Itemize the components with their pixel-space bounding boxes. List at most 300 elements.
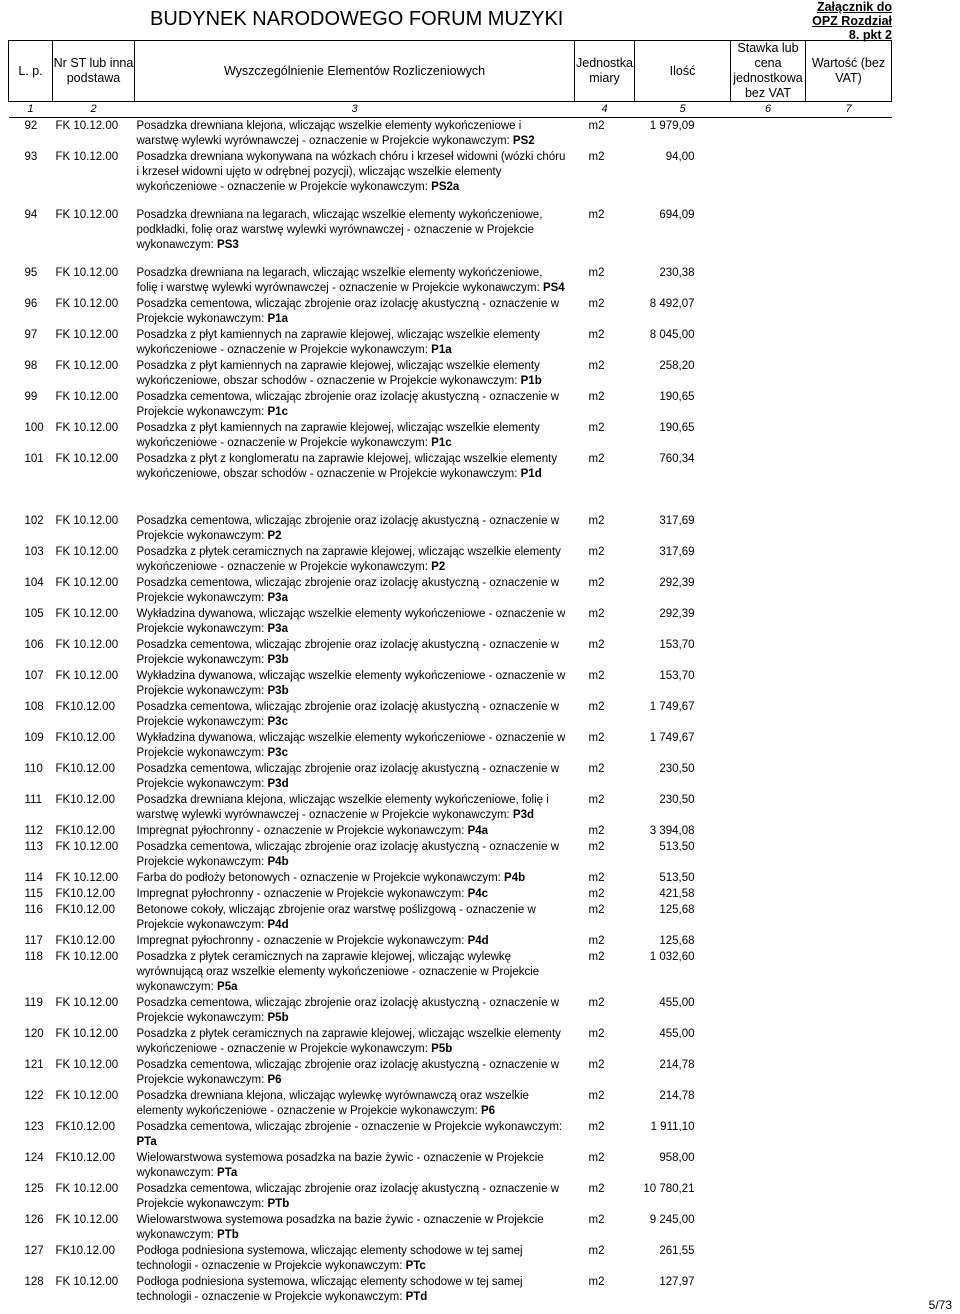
- row-design-code: P4c: [467, 888, 489, 900]
- row-design-code: P3c: [267, 716, 288, 728]
- row-description-text: Posadzka cementowa, wliczając zbrojenie oraz izolację akustyczną - oznaczenie w Projekcie wykonawczym:: [136, 1183, 560, 1210]
- row-unit: m2: [588, 608, 605, 620]
- row-st-reference: FK 10.12.00: [55, 1183, 119, 1195]
- row-quantity: 8 492,07: [649, 298, 695, 310]
- row-quantity: 317,69: [659, 546, 695, 558]
- row-unit-rate: [731, 1088, 806, 1119]
- row-number: 106: [24, 639, 44, 651]
- row-st-reference: FK10.12.00: [55, 701, 115, 713]
- row-value: [806, 149, 892, 207]
- row-unit-rate: [731, 886, 806, 902]
- row-value: [806, 451, 892, 494]
- table-row: [9, 575, 892, 606]
- table-row: [9, 451, 892, 494]
- row-unit: m2: [588, 951, 605, 963]
- row-number: 110: [24, 763, 43, 775]
- row-unit: m2: [588, 1152, 605, 1164]
- annex-line-2: OPZ Rozdział: [812, 14, 892, 28]
- row-design-code: P1c: [267, 406, 288, 418]
- row-number: 94: [24, 209, 38, 221]
- row-number: 100: [24, 422, 44, 434]
- row-description-text: Impregnat pyłochronny - oznaczenie w Projekcie wykonawczym:: [136, 935, 468, 947]
- col-number: 4: [575, 102, 635, 118]
- row-value: [806, 1243, 892, 1274]
- row-unit: m2: [588, 670, 605, 682]
- row-st-reference: FK 10.12.00: [55, 1276, 119, 1288]
- row-unit-rate: [731, 296, 806, 327]
- row-description: [135, 933, 575, 949]
- row-unit-rate: [731, 327, 806, 358]
- col-number: 1: [9, 102, 53, 118]
- row-unit: m2: [588, 1276, 605, 1288]
- col-header-description: Wyszczególnienie Elementów Rozliczeniowych: [135, 41, 575, 102]
- row-value: [806, 637, 892, 668]
- col-header-quantity: Ilość: [635, 41, 731, 102]
- row-value: [806, 296, 892, 327]
- row-unit: m2: [588, 763, 605, 775]
- row-st-reference: FK 10.12.00: [55, 120, 119, 132]
- row-description: [135, 1243, 575, 1274]
- row-value: [806, 1088, 892, 1119]
- row-design-code: P2: [267, 530, 282, 542]
- row-design-code: PS3: [217, 239, 239, 251]
- row-description-text: Posadzka z płyt kamiennych na zaprawie klejowej, wliczając wszelkie elementy wykończeniowe - oznaczenie w Projekcie wykonawczym:: [136, 422, 540, 449]
- table-row: [9, 1181, 892, 1212]
- row-st-reference: FK 10.12.00: [55, 453, 119, 465]
- row-unit: m2: [588, 120, 605, 132]
- row-quantity: 1 911,10: [650, 1121, 695, 1133]
- row-unit: m2: [588, 872, 605, 884]
- row-number: 101: [24, 453, 44, 465]
- row-value: [806, 389, 892, 420]
- row-description: [135, 1181, 575, 1212]
- table-row: [9, 1088, 892, 1119]
- row-description-text: Impregnat pyłochronny - oznaczenie w Projekcie wykonawczym:: [136, 825, 468, 837]
- row-description-text: Impregnat pyłochronny - oznaczenie w Projekcie wykonawczym:: [136, 888, 468, 900]
- row-value: [806, 886, 892, 902]
- row-quantity: 190,65: [659, 422, 695, 434]
- col-header-nr-st: Nr ST lub inna podstawa: [53, 41, 135, 102]
- table-row: [9, 207, 892, 265]
- row-design-code: P2: [431, 561, 446, 573]
- row-description: [135, 358, 575, 389]
- row-number: 95: [24, 267, 38, 279]
- row-unit-rate: [731, 668, 806, 699]
- row-value: [806, 668, 892, 699]
- row-quantity: 455,00: [659, 1028, 695, 1040]
- row-quantity: 258,20: [659, 360, 695, 372]
- row-unit: m2: [588, 1090, 605, 1102]
- row-description-text: Podłoga podniesiona systemowa, wliczając elementy schodowe w tej samej technologii - oznaczenie w Projekcie wykonawczym:: [136, 1276, 523, 1303]
- row-design-code: PTb: [217, 1229, 239, 1241]
- row-unit-rate: [731, 420, 806, 451]
- row-st-reference: FK 10.12.00: [55, 872, 119, 884]
- row-number: 128: [24, 1276, 44, 1288]
- table-row: [9, 358, 892, 389]
- col-number: 2: [53, 102, 135, 118]
- row-description-text: Posadzka z płyt kamiennych na zaprawie klejowej, wliczając wszelkie elementy wykończeniowe - oznaczenie w Projekcie wykonawczym:: [136, 329, 540, 356]
- row-st-reference: FK 10.12.00: [55, 329, 119, 341]
- row-number: 116: [24, 904, 43, 916]
- row-quantity: 214,78: [659, 1090, 695, 1102]
- row-description-text: Wykładzina dywanowa, wliczając wszelkie elementy wykończeniowe - oznaczenie w Projekcie wykonawczym:: [136, 670, 566, 697]
- row-st-reference: FK 10.12.00: [55, 1028, 119, 1040]
- col-header-lp: L. p.: [9, 41, 53, 102]
- row-description-text: Posadzka cementowa, wliczając zbrojenie oraz izolację akustyczną - oznaczenie w Projekcie wykonawczym:: [136, 997, 560, 1024]
- row-description-text: Betonowe cokoły, wliczając zbrojenie oraz warstwę poślizgową - oznaczenie w Projekcie wykonawczym:: [136, 904, 536, 931]
- row-number: 113: [24, 841, 43, 853]
- row-design-code: P3d: [512, 809, 535, 821]
- row-design-code: PTa: [217, 1167, 238, 1179]
- row-value: [806, 761, 892, 792]
- row-number: 118: [24, 951, 43, 963]
- row-unit: m2: [588, 453, 605, 465]
- row-design-code: P3b: [267, 654, 289, 666]
- table-row: [9, 327, 892, 358]
- row-st-reference: FK10.12.00: [55, 1245, 115, 1257]
- row-st-reference: FK 10.12.00: [55, 360, 119, 372]
- row-st-reference: FK 10.12.00: [55, 951, 119, 963]
- row-unit-rate: [731, 839, 806, 870]
- row-unit-rate: [731, 1150, 806, 1181]
- row-number: 123: [24, 1121, 44, 1133]
- row-design-code: P1a: [267, 313, 288, 325]
- row-description-text: Posadzka cementowa, wliczając zbrojenie - oznaczenie w Projekcie wykonawczym:: [136, 1121, 563, 1133]
- row-st-reference: FK 10.12.00: [55, 608, 119, 620]
- row-quantity: 125,68: [659, 904, 695, 916]
- row-description: [135, 902, 575, 933]
- row-number: 109: [24, 732, 44, 744]
- row-unit-rate: [731, 792, 806, 823]
- table-row: [9, 606, 892, 637]
- row-description-text: Posadzka z płytek ceramicznych na zaprawie klejowej, wliczając wszelkie elementy wykończeniowe - oznaczenie w Projekcie wykonawczym:: [136, 546, 561, 573]
- row-st-reference: FK10.12.00: [55, 888, 115, 900]
- row-design-code: P4d: [267, 919, 289, 931]
- row-description: [135, 1026, 575, 1057]
- row-description-text: Wielowarstwowa systemowa posadzka na bazie żywic - oznaczenie w Projekcie wykonawczym:: [136, 1214, 544, 1241]
- row-value: [806, 792, 892, 823]
- row-design-code: P3b: [267, 685, 289, 697]
- row-description: [135, 575, 575, 606]
- row-description-text: Posadzka cementowa, wliczając zbrojenie oraz izolację akustyczną - oznaczenie w Projekcie wykonawczym:: [136, 1059, 560, 1086]
- row-value: [806, 358, 892, 389]
- row-design-code: P3a: [267, 623, 288, 635]
- row-design-code: P6: [481, 1105, 496, 1117]
- row-description: [135, 606, 575, 637]
- row-quantity: 9 245,00: [649, 1214, 695, 1226]
- row-design-code: P5a: [217, 981, 238, 993]
- row-unit-rate: [731, 358, 806, 389]
- row-quantity: 292,39: [659, 577, 695, 589]
- row-design-code: P4b: [267, 856, 289, 868]
- row-unit-rate: [731, 544, 806, 575]
- row-quantity: 153,70: [659, 639, 695, 651]
- row-st-reference: FK 10.12.00: [55, 577, 119, 589]
- row-unit: m2: [588, 888, 605, 900]
- row-description: [135, 1274, 575, 1305]
- row-quantity: 1 749,67: [649, 732, 695, 744]
- row-unit-rate: [731, 494, 806, 544]
- table-row: [9, 933, 892, 949]
- row-quantity: 10 780,21: [643, 1183, 695, 1195]
- row-value: [806, 606, 892, 637]
- row-unit-rate: [731, 902, 806, 933]
- row-st-reference: FK 10.12.00: [55, 997, 119, 1009]
- row-unit: m2: [588, 935, 605, 947]
- row-value: [806, 902, 892, 933]
- row-description: [135, 637, 575, 668]
- row-unit-rate: [731, 118, 806, 150]
- row-unit: m2: [588, 841, 605, 853]
- row-design-code: P4b: [504, 872, 526, 884]
- row-quantity: 1 979,09: [649, 120, 695, 132]
- table-row: [9, 902, 892, 933]
- row-unit: m2: [588, 267, 605, 279]
- page-number: 5/73: [928, 1298, 952, 1312]
- row-unit-rate: [731, 949, 806, 995]
- row-quantity: 317,69: [659, 515, 695, 527]
- row-description: [135, 1119, 575, 1150]
- table-row: [9, 118, 892, 150]
- row-design-code: PS4: [542, 282, 565, 294]
- row-description-text: Posadzka cementowa, wliczając zbrojenie oraz izolację akustyczną - oznaczenie w Projekcie wykonawczym:: [136, 577, 560, 604]
- row-number: 92: [24, 120, 38, 132]
- row-number: 121: [24, 1059, 44, 1071]
- row-value: [806, 949, 892, 995]
- row-unit-rate: [731, 389, 806, 420]
- row-unit: m2: [588, 391, 605, 403]
- table-row: [9, 870, 892, 886]
- row-description: [135, 149, 575, 207]
- row-number: 103: [24, 546, 44, 558]
- row-st-reference: FK 10.12.00: [55, 209, 119, 221]
- row-description: [135, 1088, 575, 1119]
- row-quantity: 958,00: [659, 1152, 695, 1164]
- row-unit-rate: [731, 995, 806, 1026]
- row-description-text: Posadzka drewniana klejona, wliczając wszelkie elementy wykończeniowe, folię i warstwę wylewki wyrównawczej - oznaczenie w Projekcie wykonawczym:: [136, 794, 549, 821]
- row-unit-rate: [731, 1181, 806, 1212]
- row-design-code: PTc: [405, 1260, 426, 1272]
- row-design-code: P6: [267, 1074, 282, 1086]
- row-unit-rate: [731, 149, 806, 207]
- col-header-unit: Jednostka miary: [575, 41, 635, 102]
- row-unit-rate: [731, 1119, 806, 1150]
- row-description: [135, 494, 575, 544]
- row-description: [135, 823, 575, 839]
- row-number: 117: [24, 935, 43, 947]
- row-st-reference: FK 10.12.00: [55, 670, 119, 682]
- table-row: [9, 1212, 892, 1243]
- row-st-reference: FK 10.12.00: [55, 639, 119, 651]
- document-title: BUDYNEK NARODOWEGO FORUM MUZYKI: [150, 8, 564, 30]
- row-st-reference: FK 10.12.00: [55, 391, 119, 403]
- table-row: [9, 265, 892, 296]
- row-description-text: Farba do podłoży betonowych - oznaczenie w Projekcie wykonawczym:: [136, 872, 505, 884]
- row-unit: m2: [588, 701, 605, 713]
- row-description-text: Posadzka drewniana na legarach, wliczając wszelkie elementy wykończeniowe, folię i warstwę wylewki wyrównawczej - oznaczenie w Projekcie wykonawczym:: [136, 267, 543, 294]
- row-value: [806, 1150, 892, 1181]
- row-number: 107: [24, 670, 44, 682]
- annex-reference: [812, 0, 892, 42]
- row-unit: m2: [588, 329, 605, 341]
- row-description-text: Posadzka cementowa, wliczając zbrojenie oraz izolację akustyczną - oznaczenie w Projekcie wykonawczym:: [136, 639, 560, 666]
- row-unit: m2: [588, 209, 605, 221]
- table-row: [9, 544, 892, 575]
- row-description-text: Posadzka drewniana klejona, wliczając wszelkie elementy wykończeniowe i warstwę wylewki wyrównawczej - oznaczenie w Projekcie wykonawczym:: [136, 120, 522, 147]
- row-st-reference: FK 10.12.00: [55, 1059, 119, 1071]
- row-st-reference: FK10.12.00: [55, 763, 115, 775]
- row-quantity: 230,38: [659, 267, 695, 279]
- row-value: [806, 1212, 892, 1243]
- row-value: [806, 730, 892, 761]
- row-unit: m2: [588, 577, 605, 589]
- row-description: [135, 761, 575, 792]
- col-number: 7: [806, 102, 892, 118]
- row-st-reference: FK10.12.00: [55, 1121, 115, 1133]
- row-description: [135, 1212, 575, 1243]
- table-row: [9, 149, 892, 207]
- row-description: [135, 544, 575, 575]
- row-unit-rate: [731, 575, 806, 606]
- row-unit-rate: [731, 1212, 806, 1243]
- col-number: 5: [635, 102, 731, 118]
- row-unit: m2: [588, 1121, 605, 1133]
- row-unit-rate: [731, 1057, 806, 1088]
- row-quantity: 127,97: [659, 1276, 695, 1288]
- row-design-code: P3d: [267, 778, 289, 790]
- row-quantity: 1 749,67: [649, 701, 695, 713]
- row-value: [806, 494, 892, 544]
- row-description-text: Posadzka cementowa, wliczając zbrojenie oraz izolację akustyczną - oznaczenie w Projekcie wykonawczym:: [136, 298, 560, 325]
- row-design-code: P1d: [520, 468, 542, 480]
- row-quantity: 230,50: [659, 794, 695, 806]
- row-description-text: Posadzka z płytek ceramicznych na zaprawie klejowej, wliczając wylewkę wyrównującą oraz wszelkie elementy wykończeniowe - oznaczenie w Projekcie wykonawczym:: [136, 951, 540, 993]
- row-st-reference: FK 10.12.00: [55, 1214, 119, 1226]
- row-number: 114: [24, 872, 43, 884]
- row-unit-rate: [731, 730, 806, 761]
- col-header-value: Wartość (bez VAT): [806, 41, 892, 102]
- row-st-reference: FK10.12.00: [55, 935, 115, 947]
- row-value: [806, 839, 892, 870]
- row-quantity: 1 032,60: [649, 951, 695, 963]
- row-description: [135, 886, 575, 902]
- row-unit: m2: [588, 1245, 605, 1257]
- row-unit: m2: [588, 904, 605, 916]
- row-description-text: Wielowarstwowa systemowa posadzka na bazie żywic - oznaczenie w Projekcie wykonawczym:: [136, 1152, 544, 1179]
- row-design-code: P1b: [520, 375, 542, 387]
- row-st-reference: FK10.12.00: [55, 1152, 115, 1164]
- row-unit-rate: [731, 265, 806, 296]
- row-unit-rate: [731, 1274, 806, 1305]
- column-number-row: [9, 102, 892, 118]
- table-row: [9, 637, 892, 668]
- row-unit: m2: [588, 732, 605, 744]
- row-number: 93: [24, 151, 38, 163]
- row-quantity: 190,65: [659, 391, 695, 403]
- row-number: 124: [24, 1152, 44, 1164]
- row-unit: m2: [588, 151, 605, 163]
- row-description-text: Posadzka drewniana klejona, wliczając wylewkę wyrównawczą oraz wszelkie elementy wykończeniowe - oznaczenie w Projekcie wykonawczym:: [136, 1090, 529, 1117]
- row-quantity: 421,58: [659, 888, 695, 900]
- row-value: [806, 420, 892, 451]
- row-unit: m2: [588, 997, 605, 1009]
- row-description-text: Posadzka cementowa, wliczając zbrojenie oraz izolację akustyczną - oznaczenie w Projekcie wykonawczym:: [136, 701, 560, 728]
- row-design-code: P4a: [467, 825, 489, 837]
- row-description: [135, 699, 575, 730]
- row-unit-rate: [731, 1026, 806, 1057]
- row-description: [135, 327, 575, 358]
- row-st-reference: FK 10.12.00: [55, 267, 119, 279]
- col-header-unit-rate: Stawka lub cena jednostkowa bez VAT: [731, 41, 806, 102]
- row-description-text: Wykładzina dywanowa, wliczając wszelkie elementy wykończeniowe - oznaczenie w Projekcie wykonawczym:: [136, 732, 566, 759]
- table-row: [9, 792, 892, 823]
- row-unit-rate: [731, 451, 806, 494]
- row-value: [806, 575, 892, 606]
- row-unit: m2: [588, 546, 605, 558]
- table-row: [9, 1274, 892, 1305]
- row-number: 108: [24, 701, 44, 713]
- row-quantity: 94,00: [665, 151, 695, 163]
- col-number: 3: [135, 102, 575, 118]
- row-value: [806, 207, 892, 265]
- row-unit-rate: [731, 761, 806, 792]
- row-value: [806, 933, 892, 949]
- row-design-code: P3c: [267, 747, 288, 759]
- row-number: 125: [24, 1183, 44, 1195]
- row-quantity: 214,78: [659, 1059, 695, 1071]
- row-number: 127: [24, 1245, 44, 1257]
- row-unit: m2: [588, 1183, 605, 1195]
- row-st-reference: FK10.12.00: [55, 825, 115, 837]
- row-description-text: Posadzka cementowa, wliczając zbrojenie oraz izolację akustyczną - oznaczenie w Projekcie wykonawczym:: [136, 515, 560, 542]
- row-design-code: PTd: [405, 1291, 428, 1303]
- row-st-reference: FK 10.12.00: [55, 298, 119, 310]
- row-unit: m2: [588, 794, 605, 806]
- row-description-text: Wykładzina dywanowa, wliczając wszelkie elementy wykończeniowe - oznaczenie w Projekcie wykonawczym:: [136, 608, 566, 635]
- row-design-code: P5b: [431, 1043, 453, 1055]
- row-description-text: Posadzka cementowa, wliczając zbrojenie oraz izolację akustyczną - oznaczenie w Projekcie wykonawczym:: [136, 391, 560, 418]
- row-number: 98: [24, 360, 38, 372]
- row-description-text: Posadzka z płyt kamiennych na zaprawie klejowej, wliczając wszelkie elementy wykończeniowe, obszar schodów - oznaczenie w Projekcie wykonawczym:: [136, 360, 540, 387]
- row-number: 120: [24, 1028, 44, 1040]
- row-design-code: PTa: [136, 1136, 157, 1148]
- table-row: [9, 1026, 892, 1057]
- row-design-code: P1a: [431, 344, 452, 356]
- row-value: [806, 265, 892, 296]
- row-unit-rate: [731, 933, 806, 949]
- row-unit: m2: [588, 639, 605, 651]
- row-unit: m2: [588, 298, 605, 310]
- row-number: 104: [24, 577, 44, 589]
- row-description: [135, 265, 575, 296]
- row-quantity: 125,68: [659, 935, 695, 947]
- table-row: [9, 823, 892, 839]
- row-number: 99: [24, 391, 38, 403]
- row-description: [135, 389, 575, 420]
- table-row: [9, 668, 892, 699]
- row-unit: m2: [588, 825, 605, 837]
- row-description: [135, 207, 575, 265]
- row-description: [135, 451, 575, 494]
- row-description-text: Posadzka z płytek ceramicznych na zaprawie klejowej, wliczając wszelkie elementy wykończeniowe - oznaczenie w Projekcie wykonawczym:: [136, 1028, 561, 1055]
- row-description-text: Posadzka drewniana wykonywana na wózkach chóru i krzeseł widowni (wózki chóru i krzeseł widowni ujęto w odrębnej pozycji), wliczając wszelkie elementy wykończeniowe - oznaczenie w Projekcie wykonawczym:: [136, 151, 566, 193]
- row-design-code: P4d: [467, 935, 489, 947]
- row-description-text: Posadzka drewniana na legarach, wliczając wszelkie elementy wykończeniowe, podkładki, folię oraz warstwę wylewki wyrównawczej - oznaczenie w Projekcie wykonawczym:: [136, 209, 543, 251]
- table-header-row: [9, 41, 892, 102]
- row-number: 111: [24, 794, 42, 806]
- row-number: 112: [24, 825, 43, 837]
- row-description: [135, 420, 575, 451]
